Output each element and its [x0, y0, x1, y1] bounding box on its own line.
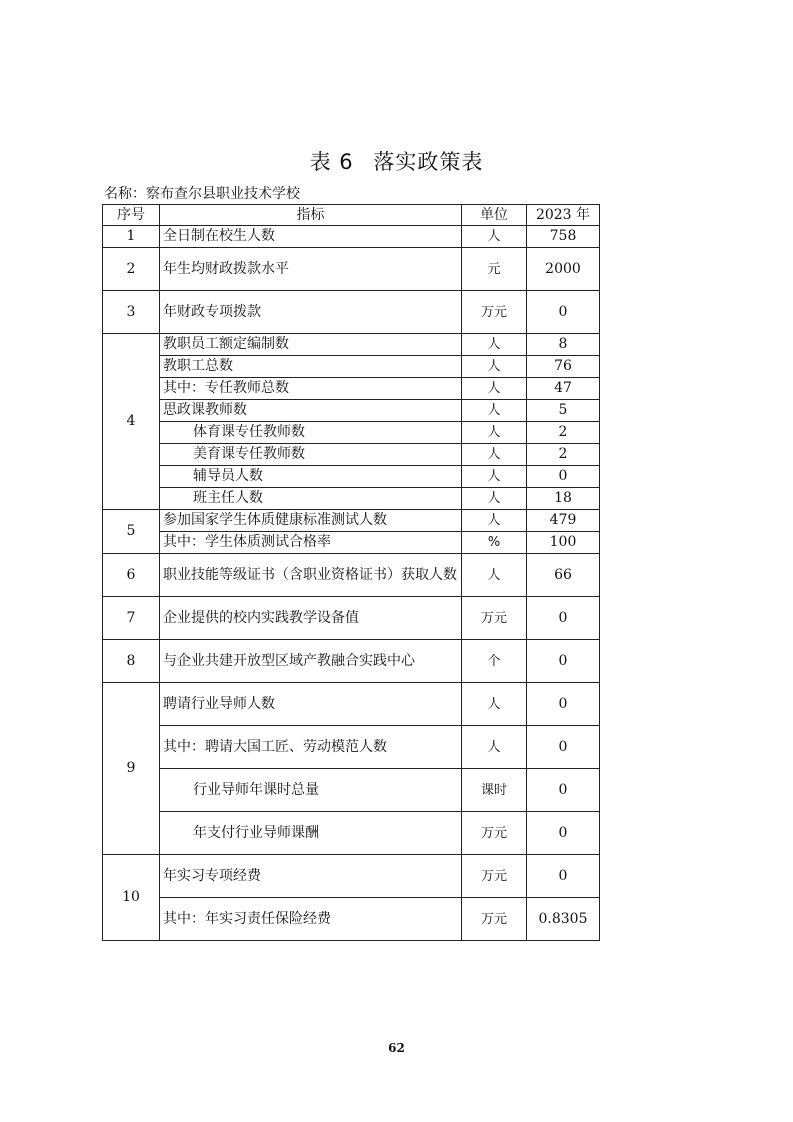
- table-row: [103, 769, 600, 812]
- row-value: 0: [527, 291, 600, 334]
- row-unit: 人: [462, 683, 527, 726]
- row-indicator: 教职员工额定编制数: [160, 334, 462, 356]
- table-row: [103, 422, 600, 444]
- row-indicator: 其中：专任教师总数: [160, 378, 462, 400]
- row-number: 3: [103, 291, 160, 334]
- row-indicator: 其中：年实习责任保险经费: [160, 898, 462, 941]
- row-unit: 人: [462, 356, 527, 378]
- table-title-text: 落实政策表: [373, 150, 484, 174]
- table-row: [103, 444, 600, 466]
- table-row: [103, 640, 600, 683]
- row-unit: 人: [462, 726, 527, 769]
- table-row: [103, 898, 600, 941]
- row-unit: 课时: [462, 769, 527, 812]
- row-unit: 元: [462, 248, 527, 291]
- row-value: 100: [527, 532, 600, 554]
- row-unit: 万元: [462, 855, 527, 898]
- row-value: 0: [527, 769, 600, 812]
- row-unit: 人: [462, 466, 527, 488]
- row-indicator: 教职工总数: [160, 356, 462, 378]
- row-number: 2: [103, 248, 160, 291]
- row-indicator: 企业提供的校内实践教学设备值: [160, 597, 462, 640]
- row-unit: 人: [462, 378, 527, 400]
- row-unit: 人: [462, 488, 527, 510]
- table-row: [103, 554, 600, 597]
- row-number: 9: [103, 683, 160, 855]
- row-indicator: 年实习专项经费: [160, 855, 462, 898]
- table-row: [103, 532, 600, 554]
- row-number: 10: [103, 855, 160, 941]
- row-unit: 人: [462, 226, 527, 248]
- row-indicator: 职业技能等级证书（含职业资格证书）获取人数: [160, 554, 462, 597]
- table-row: [103, 683, 600, 726]
- row-indicator: 思政课教师数: [160, 400, 462, 422]
- header-indicator: 指标: [160, 205, 462, 226]
- row-indicator: 辅导员人数: [160, 466, 462, 488]
- table-row: [103, 400, 600, 422]
- row-number: 7: [103, 597, 160, 640]
- row-value: 0.8305: [527, 898, 600, 941]
- row-value: 76: [527, 356, 600, 378]
- header-no: 序号: [103, 205, 160, 226]
- table-row: [103, 226, 600, 248]
- row-value: 0: [527, 726, 600, 769]
- table-row: [103, 812, 600, 855]
- row-value: 2000: [527, 248, 600, 291]
- row-value: 0: [527, 640, 600, 683]
- row-indicator: 年生均财政拨款水平: [160, 248, 462, 291]
- table-row: [103, 291, 600, 334]
- table-title: [0, 146, 793, 176]
- row-unit: 人: [462, 554, 527, 597]
- row-number: 4: [103, 334, 160, 510]
- row-value: 0: [527, 683, 600, 726]
- policy-table: [102, 204, 600, 941]
- row-value: 0: [527, 466, 600, 488]
- row-value: 0: [527, 855, 600, 898]
- row-value: 0: [527, 812, 600, 855]
- row-value: 47: [527, 378, 600, 400]
- page-number: 62: [388, 1041, 405, 1055]
- row-indicator: 行业导师年课时总量: [160, 769, 462, 812]
- row-number: 5: [103, 510, 160, 554]
- row-value: 18: [527, 488, 600, 510]
- row-indicator: 体育课专任教师数: [160, 422, 462, 444]
- row-value: 5: [527, 400, 600, 422]
- row-indicator: 美育课专任教师数: [160, 444, 462, 466]
- table-row: [103, 488, 600, 510]
- row-unit: 万元: [462, 291, 527, 334]
- row-number: 1: [103, 226, 160, 248]
- school-name: 名称：察布查尔县职业技术学校: [104, 186, 300, 202]
- row-unit: 人: [462, 422, 527, 444]
- row-value: 66: [527, 554, 600, 597]
- table-row: [103, 356, 600, 378]
- row-unit: 个: [462, 640, 527, 683]
- row-number: 6: [103, 554, 160, 597]
- row-unit: 万元: [462, 898, 527, 941]
- row-unit: 万元: [462, 597, 527, 640]
- row-indicator: 年财政专项拨款: [160, 291, 462, 334]
- row-indicator: 参加国家学生体质健康标准测试人数: [160, 510, 462, 532]
- row-indicator: 其中：学生体质测试合格率: [160, 532, 462, 554]
- row-value: 479: [527, 510, 600, 532]
- row-unit: %: [462, 532, 527, 554]
- row-value: 2: [527, 444, 600, 466]
- header-year: 2023 年: [527, 205, 600, 226]
- table-row: [103, 597, 600, 640]
- table-row: [103, 248, 600, 291]
- header-unit: 单位: [462, 205, 527, 226]
- row-indicator: 年支付行业导师课酬: [160, 812, 462, 855]
- row-indicator: 与企业共建开放型区域产教融合实践中心: [160, 640, 462, 683]
- row-indicator: 班主任人数: [160, 488, 462, 510]
- table-row: [103, 466, 600, 488]
- row-value: 2: [527, 422, 600, 444]
- row-unit: 人: [462, 510, 527, 532]
- row-indicator: 全日制在校生人数: [160, 226, 462, 248]
- table-header-row: [103, 205, 600, 226]
- table-row: [103, 726, 600, 769]
- row-unit: 人: [462, 444, 527, 466]
- row-unit: 人: [462, 400, 527, 422]
- row-number: 8: [103, 640, 160, 683]
- table-row: [103, 855, 600, 898]
- row-unit: 人: [462, 334, 527, 356]
- table-row: [103, 378, 600, 400]
- table-row: [103, 510, 600, 532]
- row-value: 8: [527, 334, 600, 356]
- table-number: 表 6: [309, 150, 354, 174]
- row-value: 0: [527, 597, 600, 640]
- row-indicator: 其中：聘请大国工匠、劳动模范人数: [160, 726, 462, 769]
- table-row: [103, 334, 600, 356]
- row-value: 758: [527, 226, 600, 248]
- row-indicator: 聘请行业导师人数: [160, 683, 462, 726]
- row-unit: 万元: [462, 812, 527, 855]
